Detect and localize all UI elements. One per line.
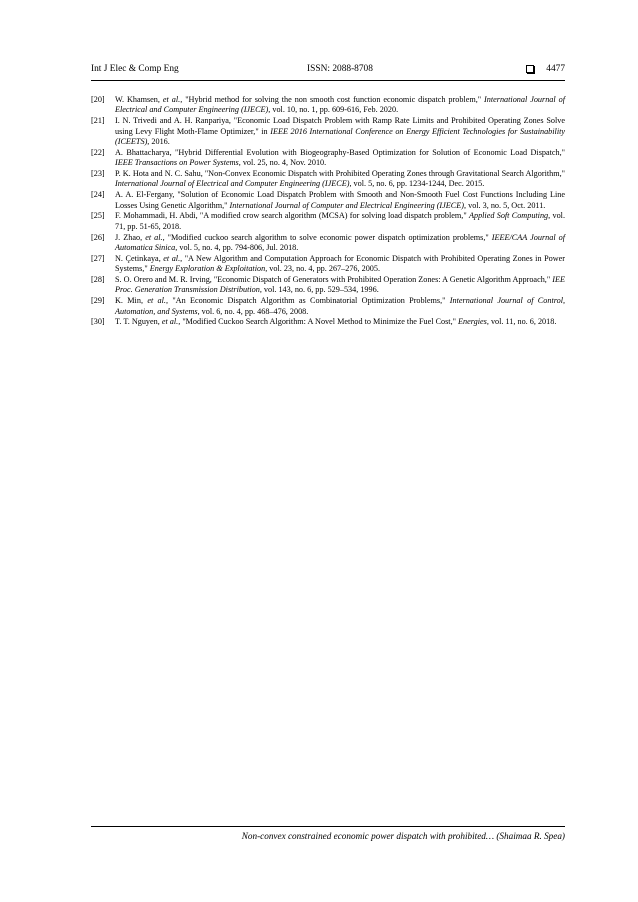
reference-italic-segment: International Journal of Control, Automation, and Systems <box>115 296 566 316</box>
reference-item <box>91 169 565 190</box>
reference-italic-segment: Energy Exploration & Exploitation <box>149 264 266 274</box>
reference-text <box>115 254 565 275</box>
reference-segment: , vol. 6, no. 4, pp. 468–476, 2008. <box>197 306 309 316</box>
reference-italic-segment: et al. <box>162 95 181 104</box>
reference-number: [23] <box>91 169 105 179</box>
reference-segment: W. Khamsen <box>115 95 158 104</box>
reference-segment: T. T. Nguyen <box>115 317 158 327</box>
reference-italic-segment: Energies <box>458 317 487 327</box>
reference-segment: P. K. Hota and N. C. Sahu, "Non-Convex Economic Dispatch with Prohibited Operating Zones through Gravitational Search Algorithm," <box>115 169 565 179</box>
reference-text <box>115 190 565 211</box>
footer-divider <box>91 826 565 827</box>
reference-item <box>91 275 565 296</box>
journal-issn: ISSN: 2088-8708 <box>307 64 373 74</box>
reference-italic-segment: International Journal of Computer and Electrical Engineering (IJECE) <box>229 200 464 210</box>
reference-segment: , vol. 23, no. 4, pp. 267–276, 2005. <box>265 264 381 274</box>
reference-list <box>91 95 565 328</box>
reference-number: [24] <box>91 190 105 200</box>
reference-number: [29] <box>91 296 105 306</box>
reference-segment: A. Bhattacharya, "Hybrid Differential Evolution with Biogeography-Based Optimization for Solution of Economic Load Dispatch," <box>115 147 565 157</box>
reference-segment: , <box>140 296 148 306</box>
reference-segment: N. Çetinkaya <box>115 253 159 263</box>
reference-number: [22] <box>91 147 105 157</box>
reference-segment: , vol. 10, no. 1, pp. 609-616, Feb. 2020. <box>268 105 399 115</box>
reference-segment: , vol. 11, no. 6, 2018. <box>486 317 557 327</box>
reference-item <box>91 254 565 275</box>
reference-italic-segment: IEEE 2016 International Conference on Energy Efficient Technologies for Sustainability (ICEETS) <box>115 126 566 147</box>
reference-item <box>91 148 565 169</box>
reference-item <box>91 211 565 232</box>
reference-segment: , <box>157 317 162 327</box>
reference-number: [21] <box>91 116 105 126</box>
reference-item <box>91 190 565 211</box>
reference-text <box>115 169 565 190</box>
reference-text <box>115 233 565 254</box>
reference-text <box>115 116 565 147</box>
page-footer: Non-convex constrained economic power dispatch with prohibited… (Shaimaa R. Spea) <box>241 831 565 841</box>
reference-item <box>91 95 565 116</box>
reference-segment: S. O. Orero and M. R. Irving, "Economic Dispatch of Generators with Prohibited Operation Zones: A Genetic Algorithm Approach," <box>115 275 553 285</box>
page-header <box>91 62 565 76</box>
reference-item <box>91 317 565 327</box>
reference-segment: , <box>157 95 163 104</box>
reference-segment: , "A New Algorithm and Computation Approach for Economic Dispatch with Prohibited Operating Zones in Power Systems," <box>115 253 565 274</box>
reference-italic-segment: International Journal of Electrical and Computer Engineering (IJECE) <box>115 179 350 189</box>
reference-text <box>115 296 565 317</box>
reference-segment: F. Mohammadi, H. Abdi, "A modified crow search algorithm (MCSA) for solving load dispatch problem," <box>115 211 469 221</box>
reference-segment: , "Modified Cuckoo Search Algorithm: A Novel Method to Minimize the Fuel Cost," <box>178 317 459 327</box>
reference-italic-segment: et al. <box>145 232 163 242</box>
reference-segment: , "Hybrid method for solving the non smooth cost function economic dispatch problem," <box>180 95 485 104</box>
reference-segment: I. N. Trivedi and A. H. Ranpariya, "Economic Load Dispatch Problem with Ramp Rate Limits and Prohibited Operating Zones Solve using Levy Flight Moth-Flame Optimizer," in <box>115 116 565 136</box>
reference-text <box>115 148 565 169</box>
reference-number: [26] <box>91 232 105 242</box>
reference-segment: , vol. 5, no. 6, pp. 1234-1244, Dec. 2015. <box>349 179 485 189</box>
reference-italic-segment: IEE Proc. Generation Transmission Distribution <box>115 275 565 295</box>
reference-segment: , 2016. <box>147 137 170 147</box>
reference-segment: , <box>158 253 164 263</box>
header-page-block <box>526 62 565 76</box>
header-divider <box>91 80 565 81</box>
reference-number: [25] <box>91 211 105 221</box>
reference-text <box>115 275 565 296</box>
reference-segment: , <box>140 232 146 242</box>
reference-item <box>91 116 565 147</box>
reference-segment: , "An Economic Dispatch Algorithm as Combinatorial Optimization Problems," <box>165 296 450 306</box>
reference-italic-segment: et al. <box>161 317 179 327</box>
journal-name: Int J Elec & Comp Eng <box>91 64 179 74</box>
reference-item <box>91 296 565 317</box>
page-number: 4477 <box>546 64 565 74</box>
reference-italic-segment: International Journal of Electrical and Computer Engineering (IJECE) <box>115 95 565 115</box>
reference-text <box>115 95 565 116</box>
reference-item <box>91 233 565 254</box>
reference-italic-segment: et al. <box>163 253 181 263</box>
reference-italic-segment: IEEE/CAA Journal of Automatica Sinica <box>115 232 566 253</box>
reference-segment: J. Zhao <box>115 232 141 242</box>
reference-number: [30] <box>91 317 105 327</box>
reference-segment: , vol. 71, pp. 51-65, 2018. <box>115 211 566 231</box>
reference-number: [28] <box>91 275 105 285</box>
reference-segment: K. Min <box>115 296 141 306</box>
reference-text <box>115 211 565 232</box>
reference-segment: , vol. 25, no. 4, Nov. 2010. <box>238 158 327 168</box>
reference-segment: , vol. 5, no. 4, pp. 794-806, Jul. 2018. <box>175 243 299 253</box>
reference-segment: A. A. El-Fergany, "Solution of Economic Load Dispatch Problem with Smooth and Non-Smooth Fuel Cost Functions Including Line Losses Using Genetic Algorithm," <box>115 190 565 210</box>
reference-text <box>115 317 565 327</box>
reference-segment: , vol. 3, no. 5, Oct. 2011. <box>464 200 546 210</box>
checkbox-square-icon <box>526 65 534 73</box>
reference-segment: , vol. 143, no. 6, pp. 529–534, 1996. <box>259 285 379 295</box>
reference-italic-segment: et al. <box>147 296 166 306</box>
reference-italic-segment: IEEE Transactions on Power Systems <box>115 158 239 168</box>
reference-number: [27] <box>91 253 105 263</box>
reference-segment: , "Modified cuckoo search algorithm to solve economic power dispatch optimization problems," <box>162 232 492 242</box>
reference-italic-segment: Applied Soft Computing <box>468 211 549 221</box>
reference-number: [20] <box>91 95 105 104</box>
